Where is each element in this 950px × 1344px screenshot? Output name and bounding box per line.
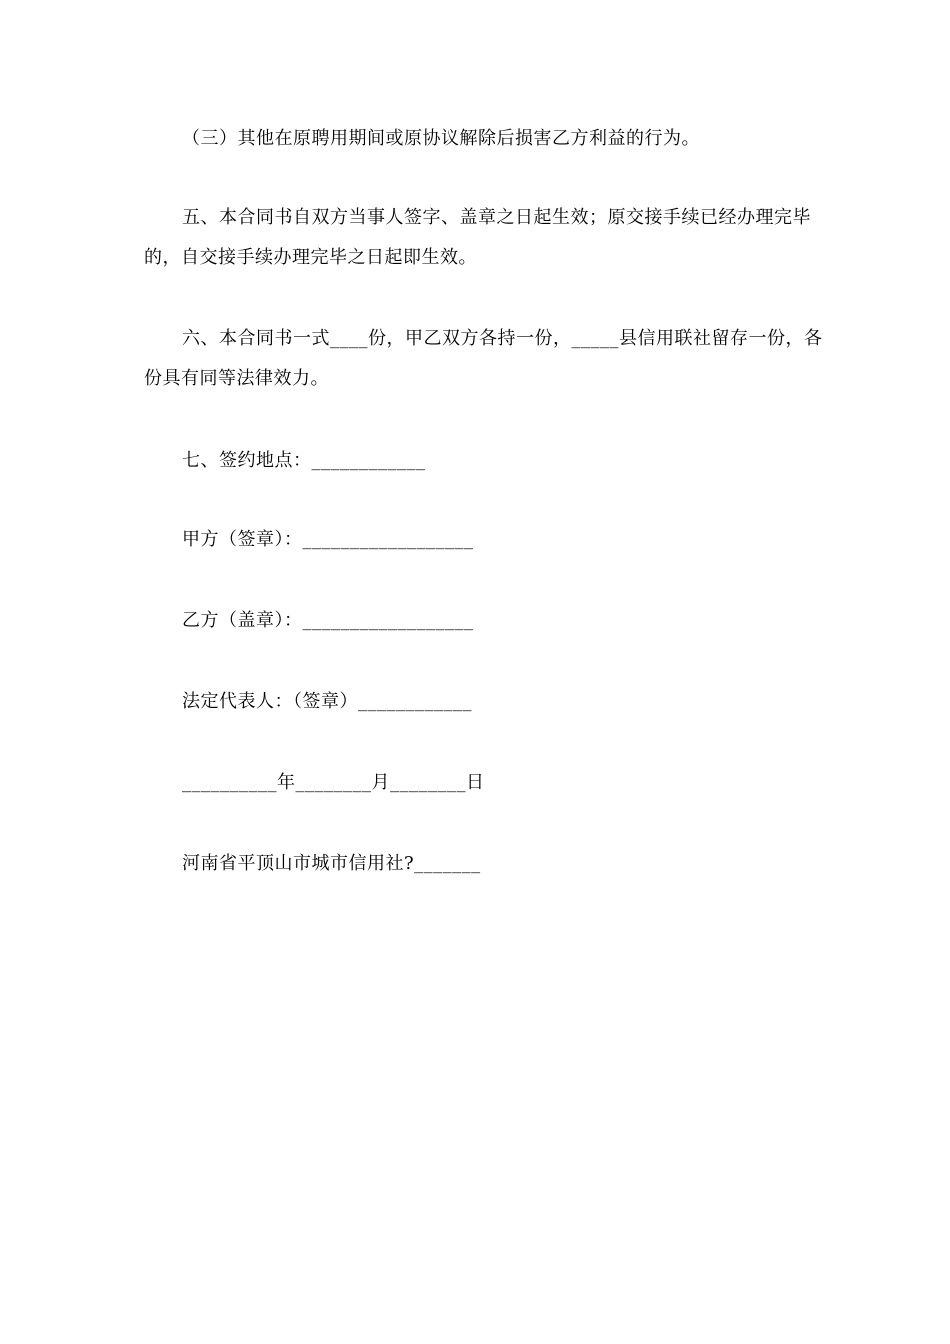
issuer-line: 河南省平顶山市城市信用社?_______ [182,853,481,874]
legal-representative-signature: 法定代表人：（签章）____________ [182,691,472,712]
party-b-seal: 乙方（盖章）：__________________ [182,610,474,631]
clause-3-other: （三）其他在原聘用期间或原协议解除后损害乙方利益的行为。 [182,128,700,149]
party-a-signature: 甲方（签章）：__________________ [182,529,474,550]
clause-7-signing-place: 七、签约地点：____________ [182,450,426,471]
date-line: __________年________月________日 [182,772,485,793]
clause-5: 五、本合同书自双方当事人签字、盖章之日起生效；原交接手续已经办理完毕的，自交接手续办理完毕之日起即生效。 [144,207,811,268]
clause-6: 六、本合同书一式____份，甲乙双方各持一份，_____县信用联社留存一份，各份具有同等法律效力。 [144,328,823,389]
